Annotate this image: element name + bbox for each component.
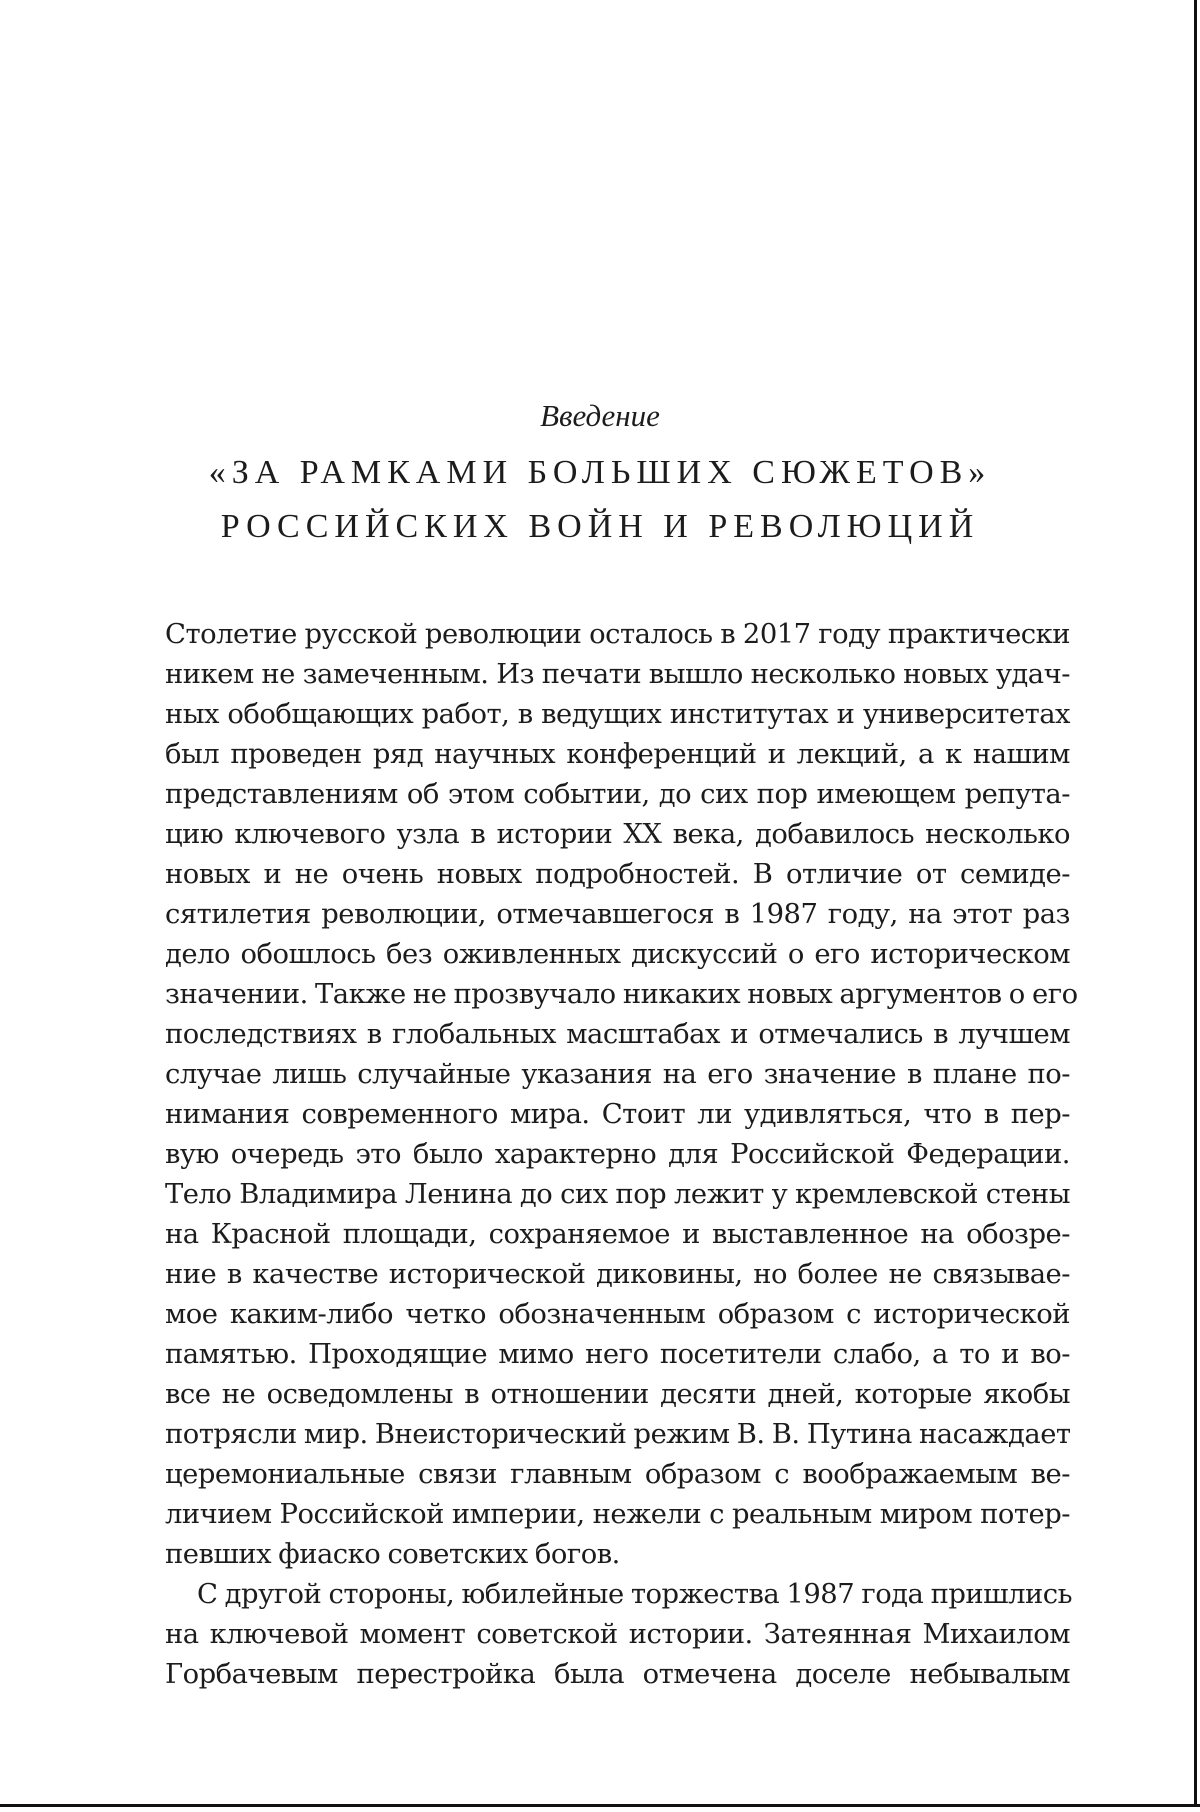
text-line: никем не замеченным. Из печати вышло несколько новых удач-: [165, 659, 1070, 690]
text-line: цию ключевого узла в истории XX века, добавилось несколько: [165, 819, 1070, 850]
paragraph-2: [165, 1575, 1073, 1695]
text-line: на ключевой момент советской истории. Затеянная Михаилом: [165, 1619, 1070, 1650]
page-edge-right: [1194, 0, 1197, 1804]
text-line: ние в качестве исторической диковины, но более не связывае-: [165, 1259, 1070, 1290]
text-line: личием Российской империи, нежели с реальным миром потер-: [165, 1499, 1070, 1530]
chapter-title-line-1: «ЗА РАМКАМИ БОЛЬШИХ СЮЖЕТОВ»: [208, 454, 992, 491]
text-line: на Красной площади, сохраняемое и выставленное на обозре-: [165, 1219, 1070, 1250]
chapter-heading: [150, 394, 1050, 554]
text-line: певших фиаско советских богов.: [165, 1539, 620, 1570]
text-line: новых и не очень новых подробностей. В отличие от семиде-: [165, 859, 1070, 890]
text-line: С другой стороны, юбилейные торжества 1987 года пришлись: [197, 1579, 1073, 1610]
paragraph-1: [165, 615, 1078, 1575]
text-line: мое каким-либо четко обозначенным образом с исторической: [165, 1299, 1070, 1330]
text-line: представлениям об этом событии, до сих пор имеющем репута-: [165, 779, 1070, 810]
page-edge-bottom: [0, 1804, 1200, 1807]
text-line: все не осведомлены в отношении десяти дней, которые якобы: [165, 1379, 1070, 1410]
chapter-title-line-2: РОССИЙСКИХ ВОЙН И РЕВОЛЮЦИЙ: [220, 508, 980, 545]
text-line: сятилетия революции, отмечавшегося в 1987 году, на этот раз: [165, 899, 1070, 930]
text-line: церемониальные связи главным образом с воображаемым ве-: [165, 1459, 1070, 1490]
text-line: Тело Владимира Ленина до сих пор лежит у кремлевской стены: [165, 1179, 1070, 1210]
text-line: ных обобщающих работ, в ведущих институтах и университетах: [165, 699, 1070, 730]
text-line: был проведен ряд научных конференций и лекций, а к нашим: [165, 739, 1070, 770]
text-line: нимания современного мира. Стоит ли удивляться, что в пер-: [165, 1099, 1070, 1130]
text-line: памятью. Проходящие мимо него посетители слабо, а то и во-: [165, 1339, 1070, 1370]
text-line: вую очередь это было характерно для Российской Федерации.: [165, 1139, 1070, 1170]
body-text: [165, 615, 1078, 1695]
text-line: случае лишь случайные указания на его значение в плане по-: [165, 1059, 1070, 1090]
chapter-label: Введение: [540, 398, 660, 433]
text-line: Столетие русской революции осталось в 2017 году практически: [165, 619, 1070, 650]
text-line: дело обошлось без оживленных дискуссий о его историческом: [165, 939, 1070, 970]
text-line: значении. Также не прозвучало никаких новых аргументов о его: [165, 979, 1078, 1010]
text-line: последствиях в глобальных масштабах и отмечались в лучшем: [165, 1019, 1070, 1050]
text-line: потрясли мир. Внеисторический режим В. В. Путина насаждает: [165, 1419, 1071, 1450]
text-line: Горбачевым перестройка была отмечена доселе небывалым: [165, 1659, 1070, 1690]
